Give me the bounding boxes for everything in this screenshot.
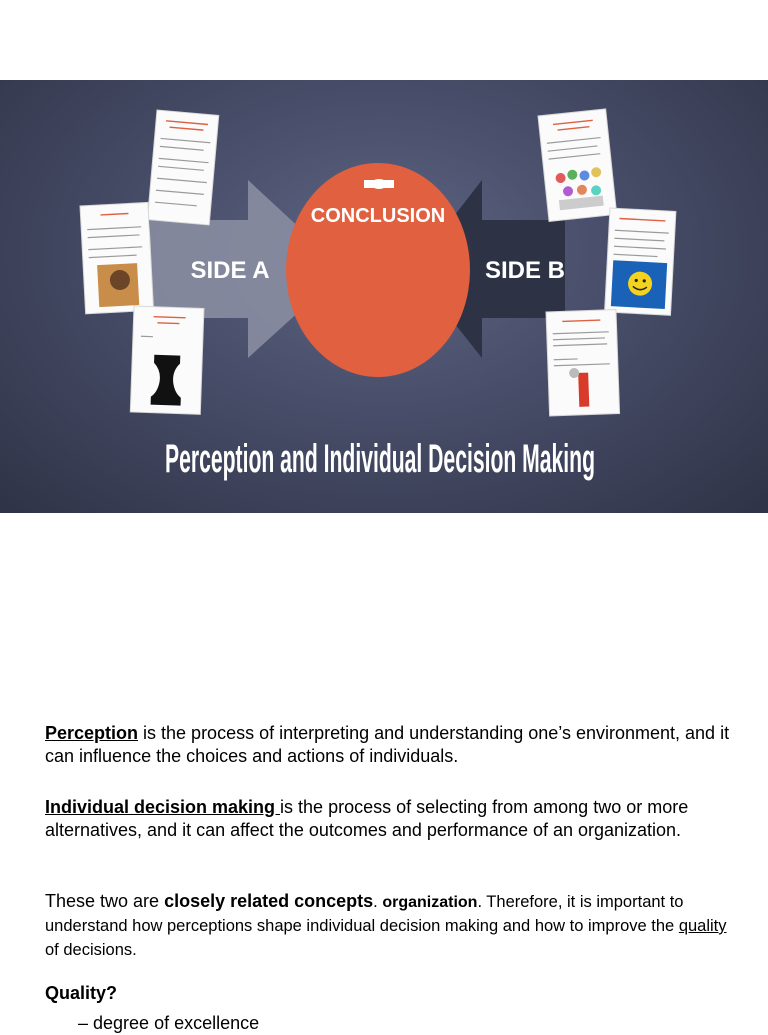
- card-perceptions-decision: [147, 110, 218, 225]
- card-factors-perception: [130, 306, 204, 414]
- related-dot: .: [373, 893, 382, 911]
- card-perception: [80, 202, 154, 313]
- related-end: of decisions.: [45, 941, 137, 959]
- paragraph-related-concepts: [45, 890, 735, 962]
- card-perception-decision-people: [538, 109, 617, 222]
- card-individual-decision: [605, 208, 676, 315]
- side-b-label: SIDE B: [485, 257, 565, 284]
- paragraph-decision-making: [45, 796, 735, 842]
- conclusion-circle: [286, 163, 470, 377]
- side-a-label: SIDE A: [190, 257, 269, 284]
- perception-definition: is the process of interpreting and understanding one’s environment, and it can influence the choices and actions of individuals.: [45, 723, 729, 766]
- term-perception: Perception: [45, 723, 138, 743]
- handshake-icon: [364, 179, 394, 189]
- decision-making-definition: is the process of selecting from among two or more alternatives, and it can affect the outcomes and performance of an organization.: [45, 797, 688, 840]
- related-mid: . Therefore, it is important to understand how perceptions shape individual decision making and how to improve the: [45, 893, 683, 935]
- related-bold: closely related concepts: [164, 891, 373, 911]
- related-lead: These two are: [45, 891, 164, 911]
- presentation-banner-image: [0, 80, 768, 513]
- term-individual-decision-making: Individual decision making: [45, 797, 280, 817]
- related-organization: organization: [382, 894, 477, 911]
- bullet-dash: –: [78, 1013, 93, 1033]
- related-quality-link: quality: [679, 917, 727, 935]
- paragraph-perception: [45, 722, 735, 768]
- bullet-text: degree of excellence: [93, 1013, 259, 1033]
- card-rational-decision: [546, 310, 620, 416]
- banner-title: Perception and Individual Decision Making: [165, 437, 595, 481]
- quality-heading: Quality?: [45, 982, 735, 1005]
- banner-graphic: [0, 80, 768, 513]
- conclusion-label: CONCLUSION: [311, 205, 445, 227]
